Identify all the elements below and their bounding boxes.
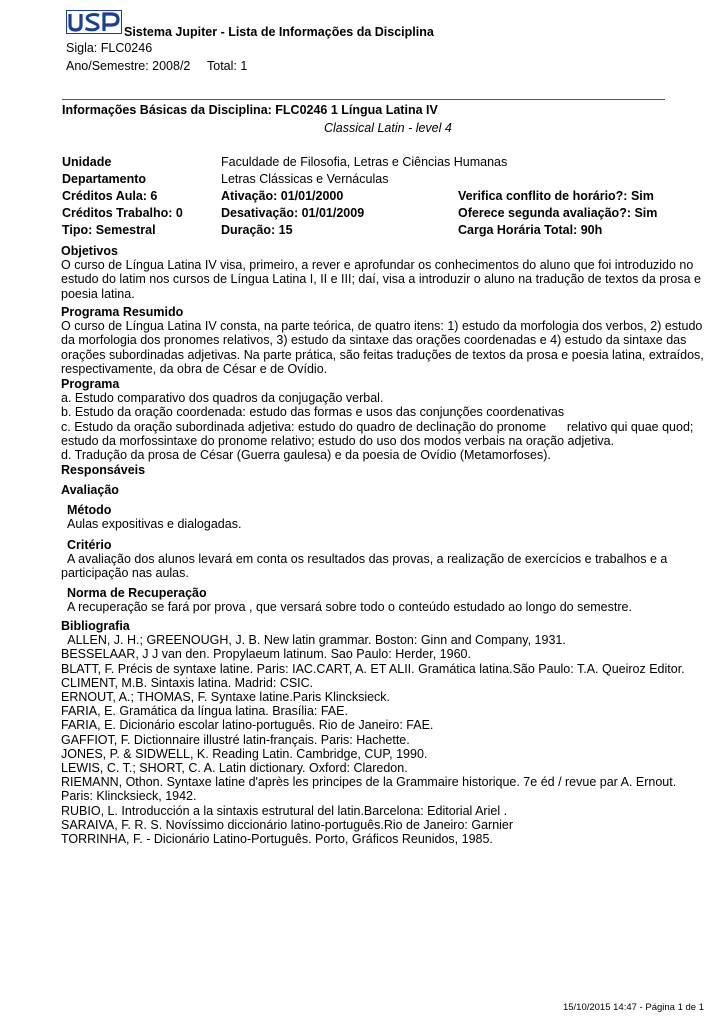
programa-resumido-line: O curso de Língua Latina IV consta, na parte teórica, de quatro itens: 1) estudo da morfologia dos verbos, 2) estudo [61,319,703,334]
oferece-segunda-avaliacao: Oferece segunda avaliação?: Sim [458,206,658,220]
divider [62,99,665,100]
avaliacao-heading: Avaliação [61,483,119,497]
programa-section [61,377,701,462]
programa-line: d. Tradução da prosa de César (Guerra gaulesa) e da poesia de Ovídio (Metamorfoses). [61,448,551,463]
avaliacao-section [61,483,701,615]
unidade-label: Unidade [62,155,112,169]
tipo: Tipo: Semestral [62,223,156,237]
criterio-line: participação nas aulas. [61,566,189,581]
verifica-conflito: Verifica conflito de horário?: Sim [458,189,654,203]
bibliografia-entry: FARIA, E. Dicionário escolar latino-português. Rio de Janeiro: FAE. [61,718,434,733]
responsaveis-heading: Responsáveis [61,463,146,477]
sigla: Sigla: FLC0246 [66,41,153,55]
departamento-value: Letras Clássicas e Vernáculas [221,172,389,186]
objetivos-line: O curso de Língua Latina IV visa, primeiro, a rever e aprofundar os conhecimentos do aluno que foi introduzido no [61,258,694,273]
bibliografia-entry: Paris: Klincksieck, 1942. [61,789,197,804]
objetivos-line: estudo do latim nos cursos de Língua Latina I, II e III; daí, visa a introduzir o aluno na tradução de textos da prosa e [61,272,701,287]
bibliografia-entry: FARIA, E. Gramática da língua latina. Brasília: FAE. [61,704,348,719]
bibliografia-entry: GAFFIOT, F. Dictionnaire illustré latin-français. Paris: Hachette. [61,732,410,747]
criterio-heading: Critério [67,537,112,552]
bibliografia-entry: RUBIO, L. Introducción a la sintaxis estrutural del latin.Barcelona: Editorial Ariel . [61,803,508,818]
programa-line: c. Estudo da oração subordinada adjetiva: estudo do quadro de declinação do pronome relativo qui quae quod; [61,419,694,434]
objetivos-section [61,244,701,301]
section-subtitle: Classical Latin - level 4 [324,121,452,135]
norma-recuperacao-text: A recuperação se fará por prova , que versará sobre todo o conteúdo estudado ao longo do semestre. [67,600,632,615]
section-title: Informações Básicas da Disciplina: FLC0246 1 Língua Latina IV [62,103,438,117]
creditos-trabalho: Créditos Trabalho: 0 [62,206,183,220]
unidade-value: Faculdade de Filosofia, Letras e Ciências Humanas [221,155,508,169]
programa-line: b. Estudo da oração coordenada: estudo das formas e usos das conjunções coordenativas [61,405,565,420]
programa-resumido-heading: Programa Resumido [61,305,184,319]
desativacao: Desativação: 01/01/2009 [221,206,365,220]
total: Total: 1 [207,59,248,73]
objetivos-line: poesia latina. [61,286,135,301]
bibliografia-entry: SARAIVA, F. R. S. Novíssimo diccionário latino-português.Rio de Janeiro: Garnier [61,817,514,832]
programa-line: a. Estudo comparativo dos quadros da conjugação verbal. [61,391,384,406]
bibliografia-entry: LEWIS, C. T.; SHORT, C. A. Latin dictionary. Oxford: Claredon. [61,761,408,776]
bibliografia-entry: BLATT, F. Précis de syntaxe latine. Paris: IAC.CART, A. ET ALII. Gramática latina.São Paulo: T.A. Queiroz Editor. [61,661,685,676]
ativacao: Ativação: 01/01/2000 [221,189,344,203]
page-footer: 15/10/2015 14:47 - Página 1 de 1 [562,1002,704,1013]
bibliografia-entry: ALLEN, J. H.; GREENOUGH, J. B. New latin grammar. Boston: Ginn and Company, 1931. [61,633,566,648]
bibliografia-entry: JONES, P. & SIDWELL, K. Reading Latin. Cambridge, CUP, 1990. [61,746,428,761]
bibliografia-entry: RIEMANN, Othon. Syntaxe latine d'après les principes de la Grammaire historique. 7e éd / revue par A. Ernout. [61,775,677,790]
programa-resumido-line: orações subordinadas adjetivas. Na parte prática, são feitas traduções de textos da prosa e poesia latina, extraídos, [61,347,704,362]
usp-logo [66,10,122,34]
responsaveis-section [61,463,701,477]
bibliografia-entry: CLIMENT, M.B. Sintaxis latina. Madrid: CSIC. [61,675,314,690]
duracao: Duração: 15 [221,223,293,237]
ano-semestre: Ano/Semestre: 2008/2 [66,59,191,73]
metodo-heading: Método [67,503,112,518]
programa-resumido-section [61,305,704,376]
programa-heading: Programa [61,377,120,391]
bibliografia-entry: ERNOUT, A.; THOMAS, F. Syntaxe latine.Paris Klincksieck. [61,690,391,705]
creditos-aula: Créditos Aula: 6 [62,189,158,203]
document-title: Sistema Jupiter - Lista de Informações da Disciplina [124,25,434,39]
criterio-line: A avaliação dos alunos levará em conta os resultados das provas, a realização de exercícios e trabalhos e a [67,551,668,566]
bibliografia-section [61,619,701,846]
metodo-text: Aulas expositivas e dialogadas. [67,517,242,532]
bibliografia-heading: Bibliografia [61,619,130,633]
bibliografia-entry: BESSELAAR, J J van den. Propylaeum latinum. Sao Paulo: Herder, 1960. [61,647,471,662]
programa-line: estudo da morfossintaxe do pronome relativo; estudo do uso dos modos verbais na oração adjetiva. [61,433,615,448]
programa-resumido-line: respectivamente, da obra de César e de Ovídio. [61,361,328,376]
programa-resumido-line: da morfologia dos pronomes relativos, 3) estudo da sintaxe das orações coordenadas e 4) estudo da sintaxe das [61,333,687,348]
departamento-label: Departamento [62,172,147,186]
bibliografia-entry: TORRINHA, F. - Dicionário Latino-Português. Porto, Gráficos Reunidos, 1985. [61,832,493,847]
carga-horaria: Carga Horária Total: 90h [458,223,603,237]
objetivos-heading: Objetivos [61,244,118,258]
norma-recuperacao-heading: Norma de Recuperação [67,586,207,601]
